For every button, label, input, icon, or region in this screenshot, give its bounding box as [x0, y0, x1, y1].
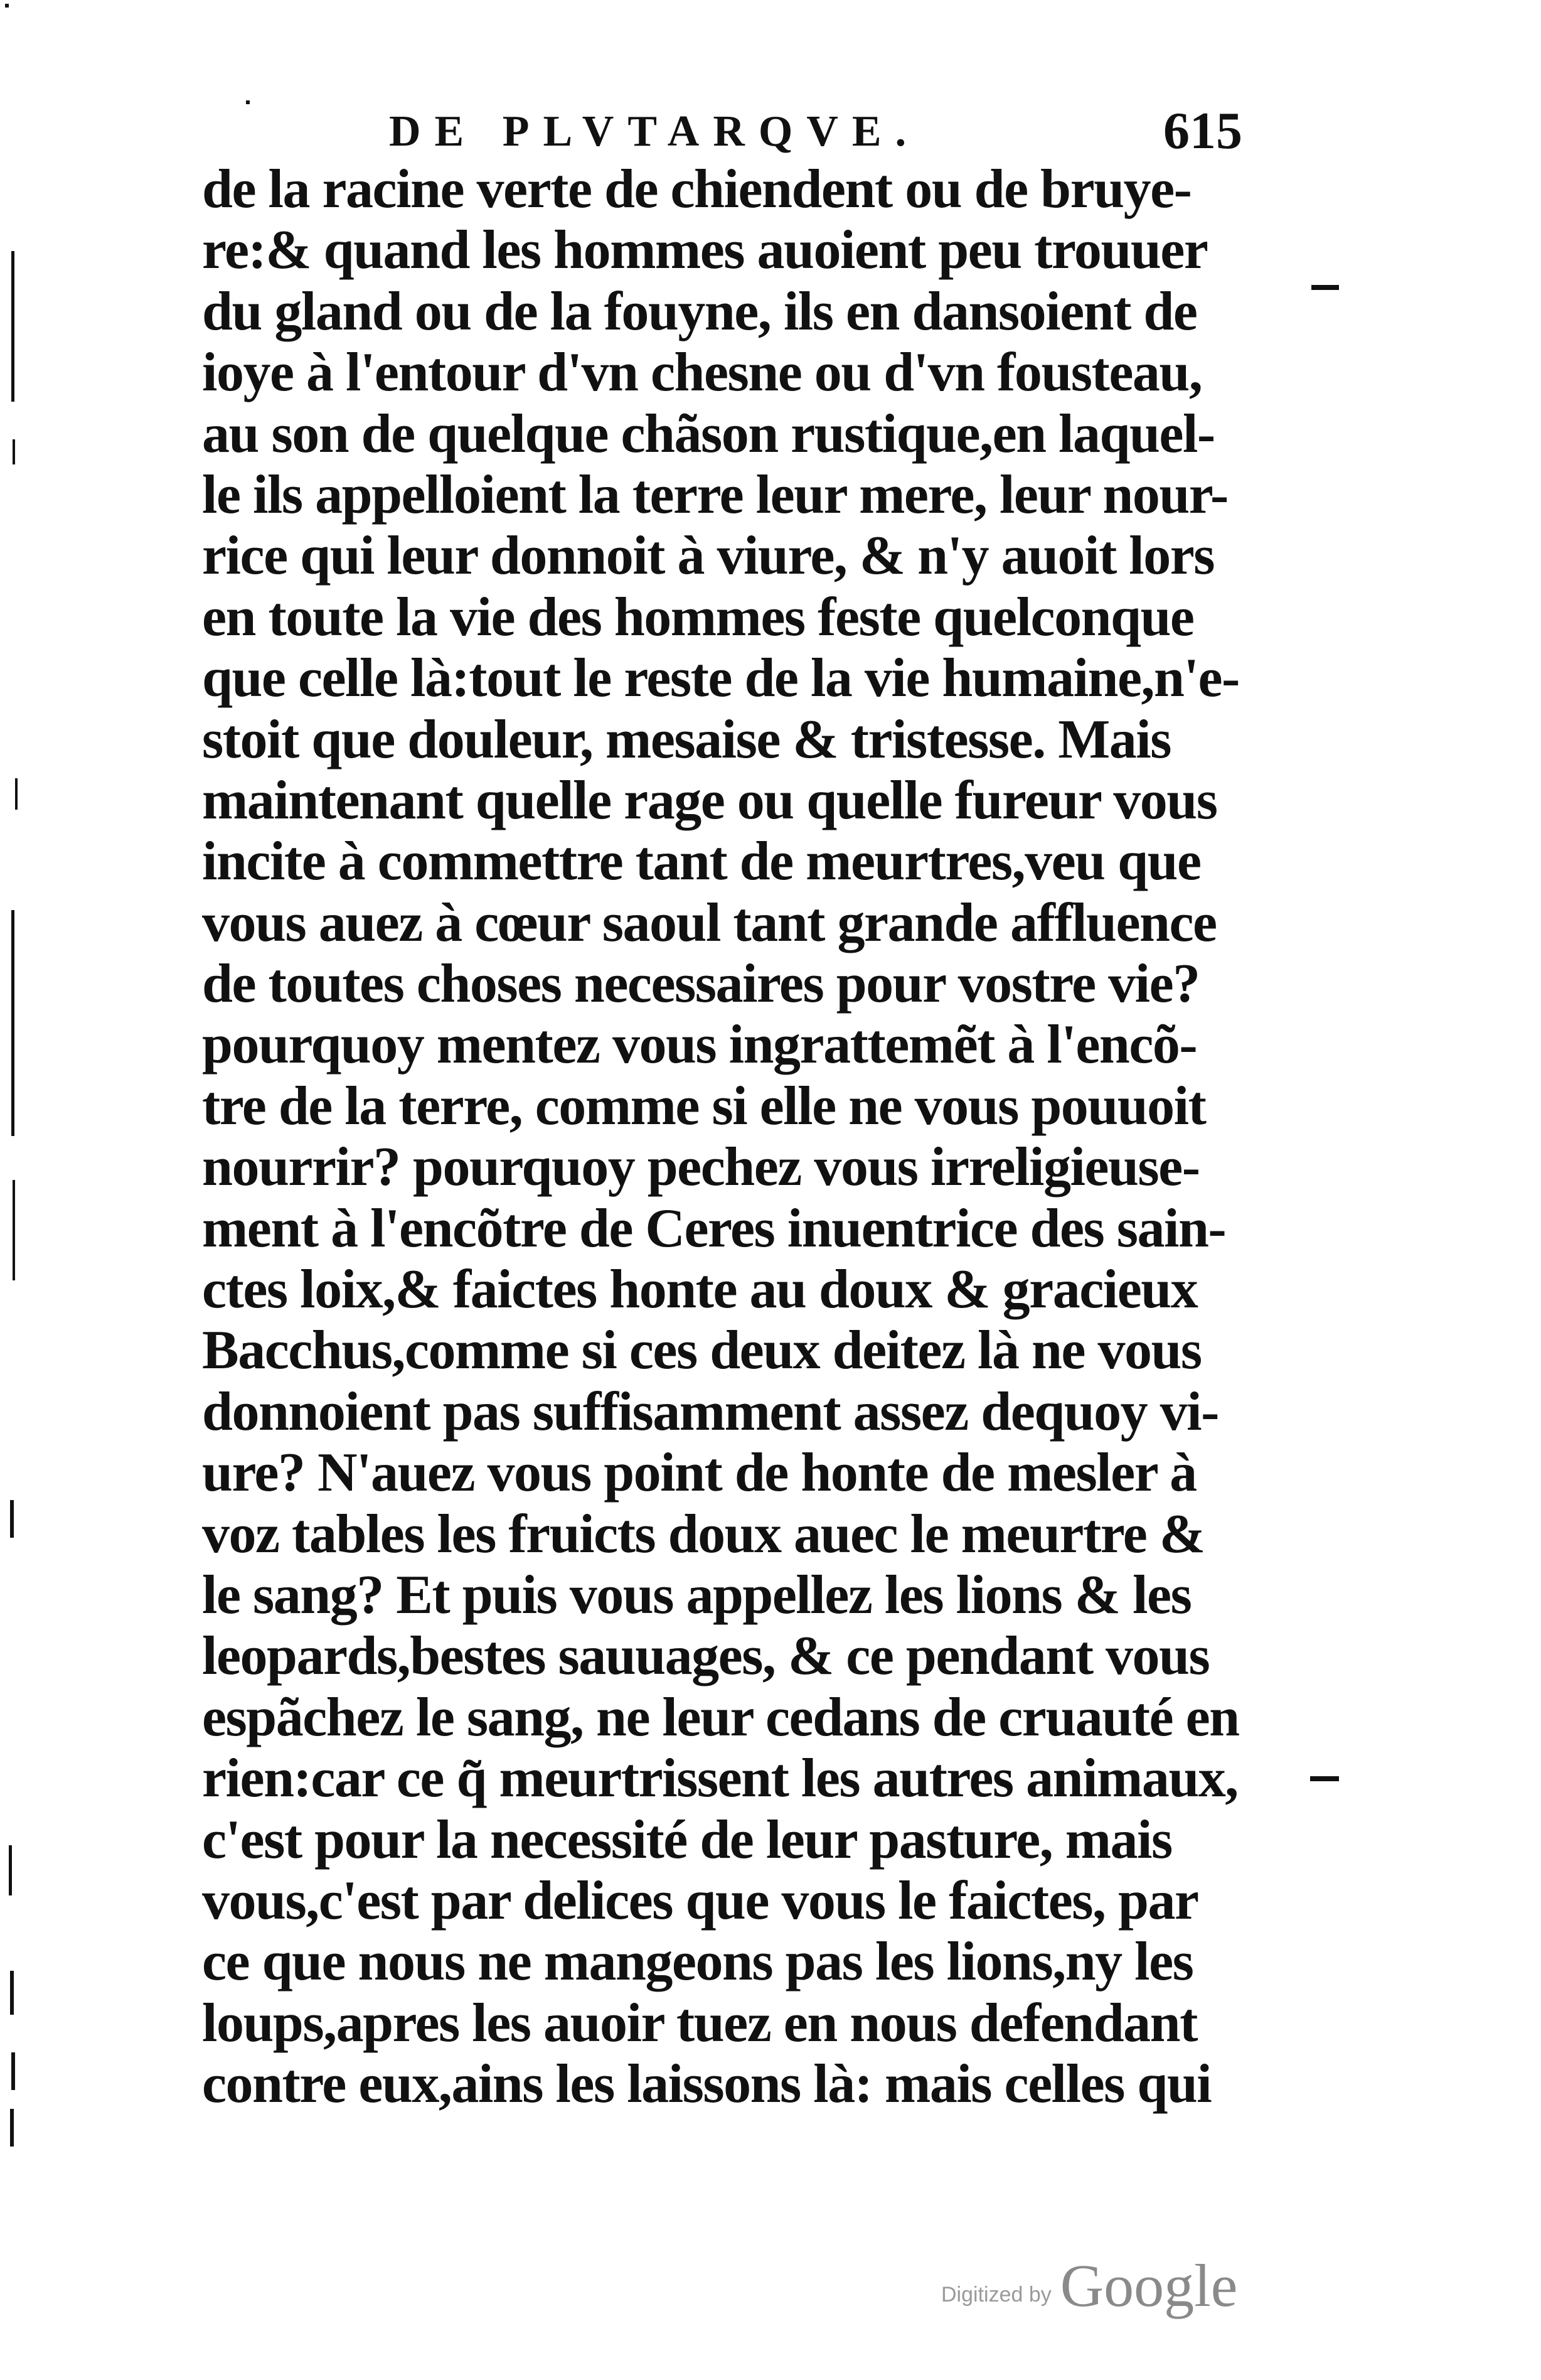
- text-line: voz tables les fruicts doux auec le meurtre &: [202, 1503, 1205, 1565]
- left-edge-mark-2: [13, 439, 15, 464]
- body-text: [202, 159, 1269, 2115]
- digitization-watermark: [941, 2247, 1238, 2319]
- text-line: de la racine verte de chiendent ou de bruye-: [202, 159, 1192, 220]
- text-line: re:& quand les hommes auoient peu trouuer: [202, 220, 1208, 281]
- text-line: en toute la vie des hommes feste quelconque: [202, 586, 1194, 648]
- text-line: loups,apres les auoir tuez en nous defendant: [202, 1992, 1197, 2054]
- text-line: incite à commettre tant de meurtres,veu que: [202, 831, 1201, 893]
- text-line: ioye à l'entour d'vn chesne ou d'vn fousteau,: [202, 342, 1202, 404]
- left-edge-mark-4: [11, 910, 14, 1136]
- left-edge-mark-9: [11, 2052, 15, 2090]
- text-line: ce que nous ne mangeons pas les lions,ny les: [202, 1931, 1193, 1993]
- text-line: ure? N'auez vous point de honte de mesler à: [202, 1442, 1197, 1504]
- text-line: vous,c'est par delices que vous le faictes, par: [202, 1870, 1198, 1931]
- text-line: vous auez à cœur saoul tant grande affluence: [202, 892, 1217, 953]
- text-line: c'est pour la necessité de leur pasture, mais: [202, 1809, 1172, 1870]
- text-line: le sang? Et puis vous appellez les lions & les: [202, 1564, 1192, 1626]
- text-line: ment à l'encõtre de Ceres inuentrice des sain-: [202, 1198, 1226, 1259]
- header-dot: [246, 100, 250, 104]
- text-line: espãchez le sang, ne leur cedans de cruauté en: [202, 1686, 1239, 1748]
- text-line: tre de la terre, comme si elle ne vous pouuoit: [202, 1075, 1206, 1137]
- margin-dash-top: [1311, 285, 1339, 290]
- text-line: au son de quelque chãson rustique,en laquel-: [202, 403, 1215, 464]
- text-line: stoit que douleur, mesaise & tristesse. Mais: [202, 709, 1171, 770]
- left-edge-mark-7: [9, 1845, 12, 1895]
- margin-dash-bottom: [1310, 1776, 1339, 1781]
- left-edge-mark-6: [10, 1500, 14, 1538]
- text-line: leopards,bestes sauuages, & ce pendant vous: [202, 1626, 1210, 1687]
- running-title: DE PLVTARQVE.: [389, 107, 920, 156]
- text-line: contre eux,ains les laissons là: mais celles qui: [202, 2054, 1212, 2115]
- watermark-prefix: Digitized by: [941, 2283, 1052, 2307]
- text-line: du gland ou de la fouyne, ils en dansoient de: [202, 281, 1197, 342]
- text-line: de toutes choses necessaires pour vostre vie?: [202, 953, 1200, 1015]
- left-edge-mark-3: [15, 778, 18, 810]
- left-edge-mark-5: [13, 1180, 15, 1280]
- text-line: nourrir? pourquoy pechez vous irreligieuse-: [202, 1137, 1200, 1198]
- text-line: donnoient pas suffisamment assez dequoy vi-: [202, 1381, 1218, 1442]
- text-line: que celle là:tout le reste de la vie humaine,n'e-: [202, 648, 1239, 709]
- text-line: pourquoy mentez vous ingrattemẽt à l'encõ-: [202, 1014, 1197, 1076]
- left-edge-mark-10: [10, 2109, 14, 2147]
- text-line: ctes loix,& faictes honte au doux & gracieux: [202, 1259, 1198, 1321]
- top-corner-dot: [5, 4, 9, 8]
- text-line: le ils appelloient la terre leur mere, leur nour-: [202, 464, 1228, 525]
- google-logo: Google: [1060, 2252, 1238, 2319]
- text-line: Bacchus,comme si ces deux deitez là ne vous: [202, 1320, 1202, 1381]
- page-number: 615: [1163, 102, 1242, 160]
- text-line: rice qui leur donnoit à viure, & n'y auoit lors: [202, 525, 1215, 587]
- left-edge-mark-1: [11, 251, 14, 402]
- text-line: maintenant quelle rage ou quelle fureur vous: [202, 769, 1217, 831]
- left-edge-mark-8: [10, 1971, 14, 2015]
- text-line: rien:car ce q̃ meurtrissent les autres animaux,: [202, 1748, 1238, 1809]
